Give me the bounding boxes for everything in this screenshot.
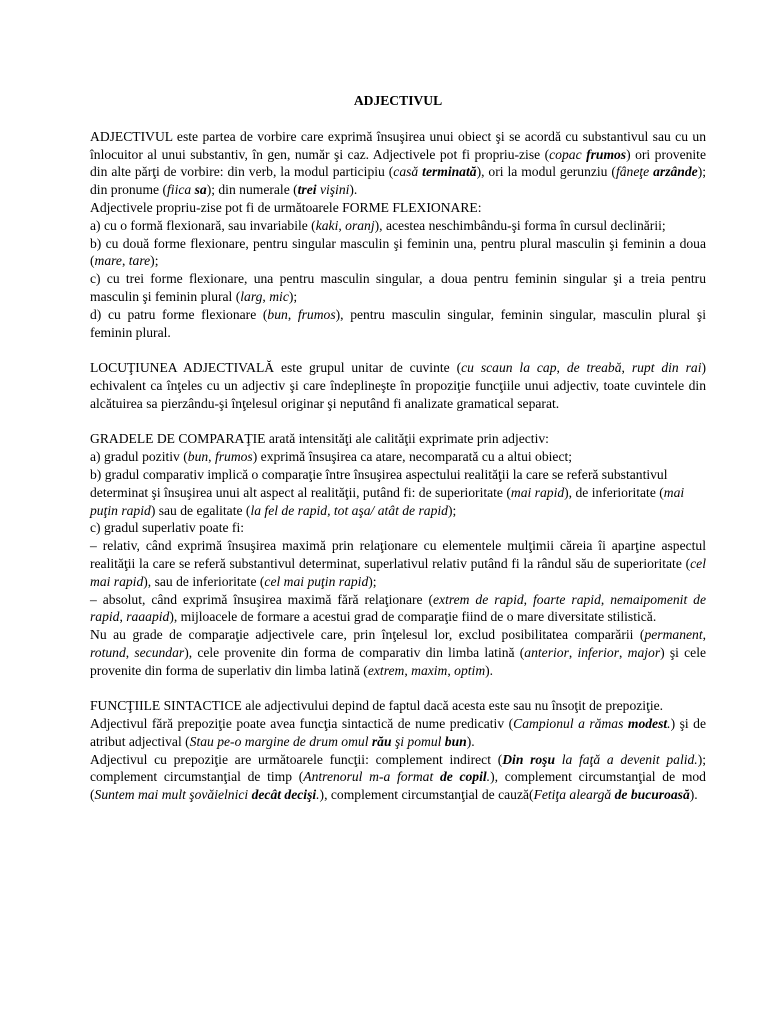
paragraph xyxy=(90,217,706,235)
bold-italic-text: modest xyxy=(627,716,668,732)
italic-text: fâneţe xyxy=(615,164,654,180)
page-title: ADJECTIVUL xyxy=(353,93,443,108)
text-run: , xyxy=(208,449,215,465)
italic-text: fiica xyxy=(167,182,195,198)
text-run: ), mijloacele de formare a acestui grad de comparaţie fiind de o mare diversitate stilistică. xyxy=(169,609,657,625)
text-run: c) gradul superlativ poate fi: xyxy=(90,520,245,536)
text-run: ); xyxy=(447,502,457,518)
italic-text: . xyxy=(316,787,320,803)
italic-text: major xyxy=(627,644,661,660)
italic-text: kaki xyxy=(315,217,339,233)
text-run: , xyxy=(523,591,533,607)
text-run: ) exprimă însuşirea ca atare, necomparată cu a altui obiect; xyxy=(252,449,573,465)
italic-text: tare xyxy=(128,253,151,269)
text-run: ), ori la modul gerunziu ( xyxy=(476,164,616,180)
italic-text: cel mai puţin rapid xyxy=(264,573,369,589)
text-run: b) gradul comparativ implică o comparaţie între însuşirea aspectului realităţii la care se referă substantivul determinat şi însuşirea unui alt aspect al realităţii, putând fi: de superioritate ( xyxy=(90,466,668,500)
text-run: Adjectivul fără prepoziţie poate avea funcţia sintactică de nume predicativ ( xyxy=(90,716,514,732)
text-run: ). xyxy=(485,662,494,678)
text-run: ). xyxy=(349,182,358,198)
italic-text: frumos xyxy=(214,449,253,465)
paragraph xyxy=(90,697,706,715)
text-run: ), complement circumstanţial de cauză( xyxy=(319,787,534,803)
text-run: ), de inferioritate ( xyxy=(564,484,664,500)
italic-text: mic xyxy=(269,288,289,304)
bold-italic-text: de bucuroasă xyxy=(614,787,690,803)
text-run: , xyxy=(568,644,578,660)
text-run: ), sau de inferioritate ( xyxy=(143,573,265,589)
text-run: ADJECTIVUL este partea de vorbire care exprimă însuşirea unui obiect şi se acordă cu substantivul sau cu un înlocuitor al unui substantiv, în gen, număr şi caz. Adjectivele pot fi propriu-zise ( xyxy=(90,128,706,162)
bold-italic-text: Din roşu xyxy=(502,751,556,767)
italic-text: anterior xyxy=(524,644,569,660)
text-run: , xyxy=(338,217,346,233)
italic-text: Stau pe-o margine de drum omul xyxy=(189,733,372,749)
italic-text: nemaipomenit de rapid xyxy=(90,591,707,625)
text-run: , xyxy=(702,627,706,643)
italic-text: mai puţin rapid xyxy=(90,484,685,518)
text-run: ); xyxy=(368,573,377,589)
italic-text: inferior xyxy=(577,644,620,660)
text-run: ) sau de egalitate ( xyxy=(150,502,251,518)
italic-text: larg xyxy=(240,288,263,304)
italic-text: Antrenorul m-a format xyxy=(303,769,440,785)
text-run: ) echivalent ca înţeles cu un adjectiv şi care îndeplineşte în propoziţie funcţiile unui adjectiv, toate cuvintele din alcătuirea sa pierzându-şi înţelesul originar şi neputând fi analizate gramatical separat. xyxy=(90,360,707,411)
paragraph xyxy=(90,751,706,804)
document-body xyxy=(90,128,706,804)
paragraph xyxy=(90,270,706,306)
italic-text: extrem de rapid xyxy=(433,591,524,607)
paragraph xyxy=(90,306,706,342)
paragraph xyxy=(90,715,706,751)
bold-italic-text: frumos xyxy=(586,146,627,162)
text-run: ) şi de atribut adjectival ( xyxy=(90,716,707,749)
italic-text: rupt din rai xyxy=(631,360,702,376)
italic-text: mai rapid xyxy=(510,484,565,500)
document-page xyxy=(90,92,706,804)
paragraph xyxy=(90,430,706,448)
text-run: a) cu o formă flexionară, sau invariabile ( xyxy=(90,217,316,233)
italic-text: Campionul a rămas xyxy=(513,716,628,732)
italic-text: extrem xyxy=(367,662,405,678)
italic-text: Fetiţa aleargă xyxy=(533,787,615,803)
text-run: , xyxy=(125,644,135,660)
italic-text: raaapid xyxy=(126,609,170,625)
paragraph xyxy=(90,235,706,271)
text-run: b) cu două forme flexionare, pentru singular masculin şi feminin una, pentru plural masculin şi feminin a doua ( xyxy=(90,235,706,269)
text-run: LOCUŢIUNEA ADJECTIVALĂ este grupul unitar de cuvinte ( xyxy=(90,360,462,376)
paragraph xyxy=(90,448,706,466)
text-run: ); din pronume ( xyxy=(90,164,707,198)
paragraph xyxy=(90,591,706,627)
bold-italic-text: arzânde xyxy=(653,164,698,180)
text-run: Nu au grade de comparaţie adjectivele care, prin înţelesul lor, exclud posibilitatea comparării ( xyxy=(90,627,645,643)
text-run: , xyxy=(600,591,611,607)
text-run: ), pentru masculin singular, feminin singular, masculin plural şi feminin plural. xyxy=(90,306,706,340)
bold-italic-text: trei xyxy=(297,182,317,198)
text-run: ), complement circumstanţial de mod ( xyxy=(90,769,706,803)
bold-italic-text: rău xyxy=(371,733,392,749)
italic-text: bun xyxy=(267,306,288,322)
text-run: a) gradul pozitiv ( xyxy=(90,449,188,465)
text-run: ) ori provenite din alte părţi de vorbire: din verb, la modul participiu ( xyxy=(90,146,706,180)
italic-text: şi pomul xyxy=(391,733,445,749)
italic-text: maxim xyxy=(411,662,448,678)
paragraph xyxy=(90,626,706,679)
paragraph-gap xyxy=(90,413,706,431)
italic-text: cel mai rapid xyxy=(90,555,706,589)
text-run: ), acestea neschimbându-şi forma în cursul declinării; xyxy=(374,217,666,233)
italic-text: Suntem mai mult şovăielnici xyxy=(94,787,252,803)
italic-text: vişini xyxy=(316,182,350,198)
paragraph xyxy=(90,537,706,590)
paragraph xyxy=(90,359,706,412)
text-run: , xyxy=(404,662,412,678)
italic-text: . xyxy=(486,769,491,785)
text-run: – absolut, când exprimă însuşirea maximă fără relaţionare ( xyxy=(90,591,434,607)
paragraph-gap xyxy=(90,680,706,698)
italic-text: la fel de rapid, tot aşa/ atât de rapid xyxy=(250,502,448,518)
bold-italic-text: de copil xyxy=(439,769,487,785)
bold-italic-text: decât decişi xyxy=(251,787,317,803)
bold-italic-text: sa xyxy=(194,182,207,198)
text-run: , xyxy=(287,306,298,322)
text-run: ) şi cele provenite din forma de superlativ din limba latină ( xyxy=(90,644,706,678)
italic-text: oranj xyxy=(345,217,375,233)
text-run: , xyxy=(621,360,632,376)
text-run: Adjectivul cu prepoziţie are următoarele funcţii: complement indirect ( xyxy=(90,751,503,767)
bold-italic-text: terminată xyxy=(422,164,477,180)
text-run: – relativ, când exprimă însuşirea maximă prin relaţionare cu elementele mulţimii căreia îi aparţine aspectul realităţii la care se referă substantivul determinat, superlativul relativ putând fi la rândul său de superioritate ( xyxy=(90,538,706,571)
text-run: c) cu trei forme flexionare, una pentru masculin singular, a doua pentru feminin singular şi a treia pentru masculin şi feminin plural ( xyxy=(90,271,706,304)
italic-text: cu scaun la cap xyxy=(461,360,557,376)
italic-text: permanent xyxy=(644,627,703,643)
italic-text: bun xyxy=(187,449,209,465)
text-run: Adjectivele propriu-zise pot fi de următoarele FORME FLEXIONARE: xyxy=(90,199,482,215)
text-run: ); xyxy=(288,288,298,304)
italic-text: optim xyxy=(454,662,486,678)
bold-italic-text: bun xyxy=(444,733,467,749)
text-run: ). xyxy=(689,787,698,803)
text-run: , xyxy=(121,253,129,269)
text-run: ). xyxy=(466,733,475,749)
italic-text: de treabă xyxy=(566,360,622,376)
text-run: , xyxy=(119,609,127,625)
text-run: GRADELE DE COMPARAŢIE arată intensităţi ale calităţii exprimate prin adjectiv: xyxy=(90,431,549,447)
italic-text: la faţă a devenit palid. xyxy=(555,751,698,767)
paragraph xyxy=(90,519,706,537)
paragraph xyxy=(90,466,706,519)
text-run: ), cele provenite din forma de comparativ din limba latină ( xyxy=(184,644,525,660)
italic-text: foarte rapid xyxy=(533,591,601,607)
paragraph xyxy=(90,128,706,199)
italic-text: mare xyxy=(94,253,122,269)
text-run: d) cu patru forme flexionare ( xyxy=(90,306,268,322)
italic-text: copac xyxy=(549,146,587,162)
text-run: ); din numerale ( xyxy=(206,182,298,198)
text-run: , xyxy=(556,360,567,376)
paragraph xyxy=(90,199,706,217)
text-run: FUNCŢIILE SINTACTICE ale adjectivului depind de faptul dacă acesta este sau nu însoţit de prepoziţie. xyxy=(90,698,664,714)
text-run: , xyxy=(619,644,628,660)
italic-text: rotund xyxy=(90,644,126,660)
paragraph-gap xyxy=(90,341,706,359)
text-run: , xyxy=(262,288,270,304)
text-run: ); xyxy=(150,253,159,269)
text-run: , xyxy=(447,662,455,678)
italic-text: secundar xyxy=(134,644,185,660)
italic-text: frumos xyxy=(297,306,336,322)
text-run: ); complement circumstanţial de timp ( xyxy=(90,751,707,785)
italic-text: casă xyxy=(393,164,423,180)
italic-text: . xyxy=(667,716,671,732)
